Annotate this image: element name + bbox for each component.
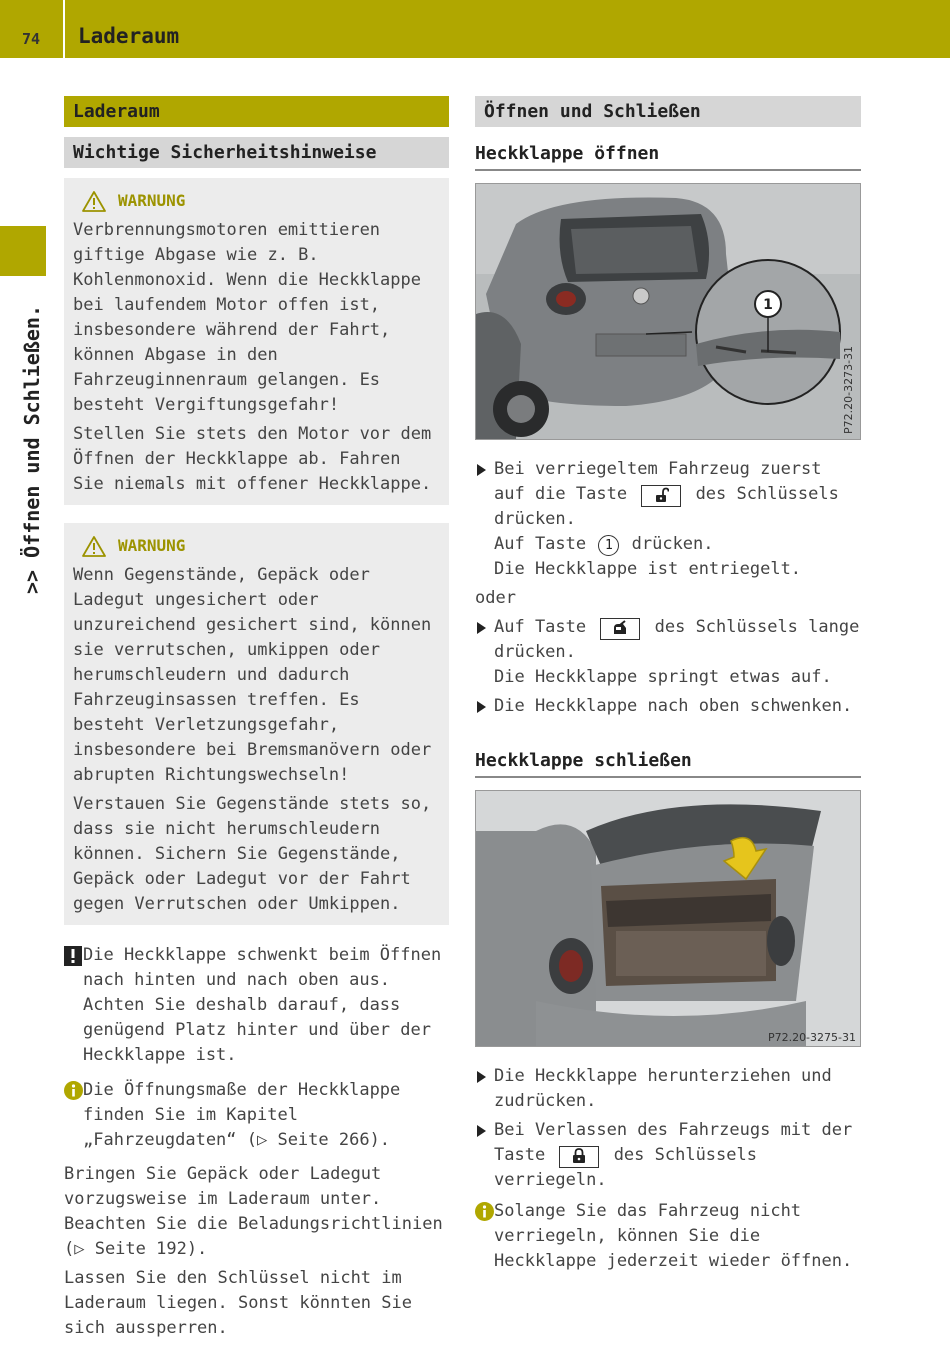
step-text: Die Heckklappe nach oben schwenken.	[494, 696, 853, 716]
step-result: Die Heckklappe springt etwas auf.	[494, 667, 832, 687]
image-code: P72.20-3273-31	[842, 345, 855, 434]
warning-box-exhaust	[64, 178, 449, 505]
body-paragraph: Lassen Sie den Schlüssel nicht im Laderaum liegen. Sonst könnten Sie sich aussperren.	[64, 1268, 412, 1338]
step-arrow-icon	[477, 1125, 486, 1137]
section-title-laderaum: Laderaum	[64, 96, 449, 127]
chapter-vertical-label: >> Öffnen und Schließen.	[20, 305, 44, 594]
info-note-text: Solange Sie das Fahrzeug nicht verriegeln, können Sie die Heckklappe jederzeit wieder öffnen.	[494, 1201, 853, 1271]
step-result: Die Heckklappe ist entriegelt.	[494, 559, 802, 579]
photo-tailgate-closing	[475, 790, 861, 1047]
subheading-open-tailgate: Heckklappe öffnen	[475, 139, 861, 171]
right-column	[475, 96, 861, 1274]
step-arrow-icon	[477, 622, 486, 634]
step-arrow-icon	[477, 701, 486, 713]
callout-number: 1	[763, 297, 773, 313]
warning-box-cargo	[64, 523, 449, 925]
lock-key-icon	[559, 1146, 599, 1168]
step-substep: Auf Taste 1 drücken.	[494, 534, 714, 554]
step-text: des Schlüssels drücken.	[494, 484, 839, 529]
info-icon	[475, 1202, 494, 1229]
warning-triangle-icon	[82, 191, 106, 212]
header-title: Laderaum	[78, 24, 180, 48]
warning-text: Wenn Gegenstände, Gepäck oder Ladegut ungesichert oder unzureichend gesichert sind, können sie verrutschen, umkippen oder herumschleudern und dadurch Fahrzeuginsassen treffen. Es besteht Verletzungsgefahr, insbesondere bei Bremsmanövern oder abrupten Richtungswechseln!	[73, 565, 432, 785]
instruction-step	[475, 1064, 861, 1114]
caution-note-text: Die Heckklappe schwenkt beim Öffnen nach hinten und nach oben aus. Achten Sie deshalb darauf, dass genügend Platz hinter und über der Heckklappe ist.	[83, 945, 442, 1065]
callout-1-icon: 1	[598, 535, 619, 556]
photo-tailgate-open-button	[475, 183, 861, 440]
step-arrow-icon	[477, 464, 486, 476]
info-icon	[64, 1081, 83, 1108]
warning-instruction: Stellen Sie stets den Motor vor dem Öffnen der Heckklappe ab. Fahren Sie niemals mit offener Heckklappe.	[73, 424, 432, 494]
warning-instruction: Verstauen Sie Gegenstände stets so, dass sie nicht herumschleudern können. Sichern Sie Gegenstände, Gepäck oder Ladegut vor der Fahrt gegen Verrutschen oder Umkippen.	[73, 794, 432, 914]
or-separator: oder	[475, 588, 516, 608]
subsection-safety-notes: Wichtige Sicherheitshinweise	[64, 137, 449, 168]
body-paragraph: Bringen Sie Gepäck oder Ladegut vorzugsweise im Laderaum unter. Beachten Sie die Beladungsrichtlinien (▷ Seite 192).	[64, 1164, 443, 1259]
left-column	[64, 96, 449, 1341]
instruction-step	[475, 694, 861, 719]
warning-label: WARNUNG	[118, 536, 186, 555]
step-text: des Schlüssels verriegeln.	[494, 1145, 757, 1190]
instruction-step	[475, 457, 861, 532]
warning-text: Verbrennungsmotoren emittieren giftige Abgase wie z. B. Kohlenmonoxid. Wenn die Heckklappe bei laufendem Motor offen ist, insbesondere während der Fahrt, können Abgase in den Fahrzeuginnenraum gelangen. Es besteht Vergiftungsgefahr!	[73, 220, 421, 415]
car-open-trunk-illustration	[476, 791, 860, 1046]
warning-label: WARNUNG	[118, 191, 186, 210]
step-text: des Schlüssels lange drücken.	[494, 617, 860, 662]
page-number: 74	[22, 30, 41, 48]
caution-note	[64, 943, 449, 1068]
warning-triangle-icon	[82, 536, 106, 557]
warning-heading	[73, 529, 440, 563]
instruction-step	[475, 1118, 861, 1193]
tailgate-key-icon	[600, 618, 640, 640]
step-text: Auf Taste	[494, 617, 587, 637]
section-title-open-close: Öffnen und Schließen	[475, 96, 861, 127]
image-code: P72.20-3275-31	[767, 1031, 856, 1044]
info-note	[475, 1199, 861, 1274]
instruction-step	[475, 615, 861, 665]
step-text: Bei verriegeltem Fahrzeug zuerst auf die Taste	[494, 459, 822, 504]
exclamation-icon	[64, 946, 82, 974]
car-rear-illustration	[476, 184, 860, 439]
header-divider	[63, 0, 65, 58]
subheading-close-tailgate: Heckklappe schließen	[475, 746, 861, 778]
warning-heading	[73, 184, 440, 218]
step-arrow-icon	[477, 1071, 486, 1083]
page-header	[0, 0, 950, 58]
info-note	[64, 1078, 449, 1153]
info-note-text: Die Öffnungsmaße der Heckklappe finden Sie im Kapitel „Fahrzeugdaten“ (▷ Seite 266).	[83, 1080, 401, 1150]
chapter-tab-marker	[0, 226, 46, 276]
unlock-key-icon	[641, 485, 681, 507]
step-text: Bei Verlassen des Fahrzeugs mit der Taste	[494, 1120, 853, 1165]
step-text: Die Heckklappe herunterziehen und zudrücken.	[494, 1066, 832, 1111]
